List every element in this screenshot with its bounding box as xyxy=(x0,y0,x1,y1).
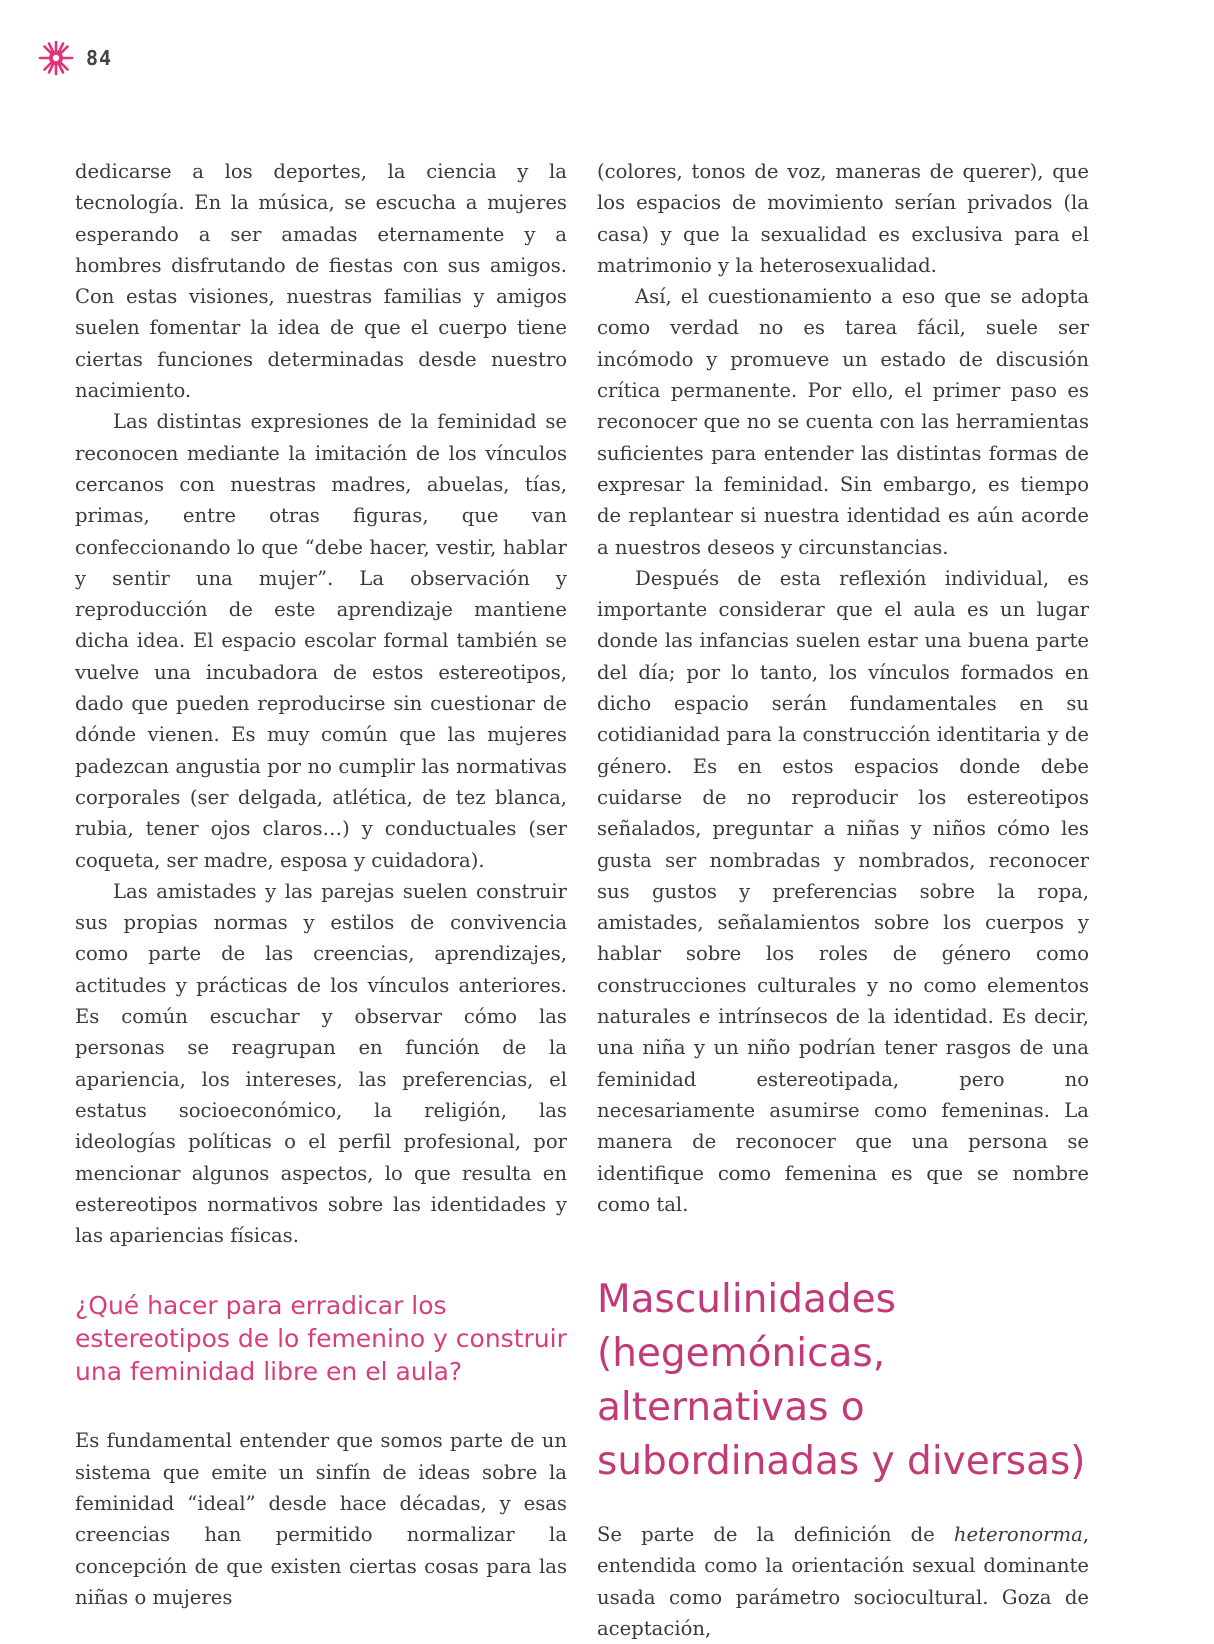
paragraph: Es fundamental entender que somos parte de un sistema que emite un sinfín de ideas sobre la feminidad “ideal” desde hace décadas, y esas creencias han permitido normalizar la concepción de que existen ciertas cosas para las niñas o mujeres xyxy=(75,1429,567,1609)
right-column xyxy=(597,156,1089,1644)
section-heading: Masculinidades (hegemónicas, alternativas o subordinadas y diversas) xyxy=(597,1277,1086,1485)
paragraph: Después de esta reflexión individual, es importante considerar que el aula es un lugar donde las infancias suelen estar una buena parte del día; por lo tanto, los vínculos formados en dicho espacio serán fundamentales en su cotidianidad para la construcción identitaria y de género. Es en estos espacios donde debe cuidarse de no reproducir los estereotipos señalados, preguntar a niñas y niños cómo les gusta ser nombradas y nombrados, reconocer sus gustos y preferencias sobre la ropa, amistades, señalamientos sobre los cuerpos y hablar sobre los roles de género como construcciones culturales y no como elementos naturales e intrínsecos de la identidad. Es decir, una niña y un niño podrían tener rasgos de una feminidad estereotipada, pero no necesariamente asumirse como femeninas. La manera de reconocer que una persona se identifique como femenina es que se nombre como tal. xyxy=(597,566,1089,1216)
italic-term: heteronorma xyxy=(953,1523,1083,1547)
section-subheading: ¿Qué hacer para erradicar los estereotipos de lo femenino y construir una feminidad libre en el aula? xyxy=(75,1291,567,1387)
paragraph-text: , entendida como la orientación sexual dominante usada como parámetro sociocultural. Goza de aceptación, xyxy=(597,1523,1089,1640)
left-column xyxy=(75,156,567,1613)
paragraph xyxy=(597,1519,1089,1644)
page-number: 84 xyxy=(86,46,113,70)
page-header xyxy=(38,40,112,76)
paragraph-text: Se parte de la definición de xyxy=(597,1523,954,1547)
paragraph: (colores, tonos de voz, maneras de querer), que los espacios de movimiento serían privados (la casa) y que la sexualidad es exclusiva para el matrimonio y la heterosexualidad. xyxy=(597,160,1089,277)
paragraph: Así, el cuestionamiento a eso que se adopta como verdad no es tarea fácil, suele ser incómodo y promueve un estado de discusión crítica permanente. Por ello, el primer paso es reconocer que no se cuenta con las herramientas suficientes para entender las distintas formas de expresar la feminidad. Sin embargo, es tiempo de replantear si nuestra identidad es aún acorde a nuestros deseos y circunstancias. xyxy=(597,285,1089,559)
pink-asterisk-flower-icon xyxy=(38,40,74,76)
paragraph: Las amistades y las parejas suelen construir sus propias normas y estilos de convivencia como parte de las creencias, aprendizajes, actitudes y prácticas de los vínculos anteriores. Es común escuchar y observar cómo las personas se reagrupan en función de la apariencia, los intereses, las preferencias, el estatus socioeconómico, la religión, las ideologías políticas o el perfil profesional, por mencionar algunos aspectos, lo que resulta en estereotipos normativos sobre las identidades y las apariencias físicas. xyxy=(75,879,567,1248)
paragraph: Las distintas expresiones de la feminidad se reconocen mediante la imitación de los vínculos cercanos con nuestras madres, abuelas, tías, primas, entre otras figuras, que van confeccionando lo que “debe hacer, vestir, hablar y sentir una mujer”. La observación y reproducción de este aprendizaje mantiene dicha idea. El espacio escolar formal también se vuelve una incubadora de estos estereotipos, dado que pueden reproducirse sin cuestionar de dónde vienen. Es muy común que las mujeres padezcan angustia por no cumplir las normativas corporales (ser delgada, atlética, de tez blanca, rubia, tener ojos claros…) y conductuales (ser coqueta, ser madre, esposa y cuidadora). xyxy=(75,410,567,872)
paragraph: dedicarse a los deportes, la ciencia y la tecnología. En la música, se escucha a mujeres esperando a ser amadas eternamente y a hombres disfrutando de fiestas con sus amigos. Con estas visiones, nuestras familias y amigos suelen fomentar la idea de que el cuerpo tiene ciertas funciones determinadas desde nuestro nacimiento. xyxy=(75,160,567,403)
